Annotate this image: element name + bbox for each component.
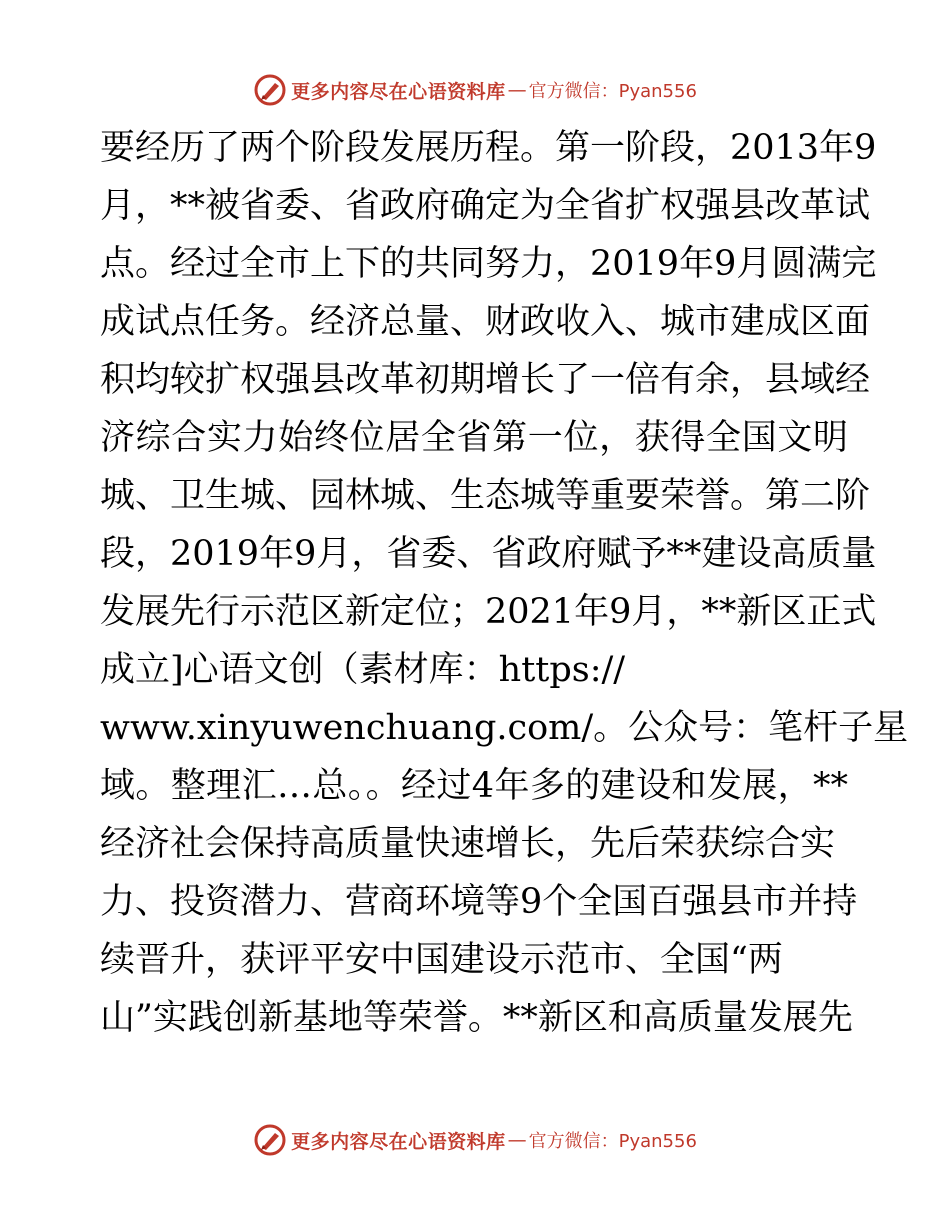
body-line: 济综合实力始终位居全省第一位，获得全国文明 <box>100 418 848 458</box>
body-line: 点。经过全市上下的共同努力，2019年9月圆满完 <box>100 244 877 284</box>
footer-banner-text: 更多内容尽在心语资料库 <box>291 1130 506 1153</box>
pen-seal-icon <box>253 1123 287 1157</box>
footer-banner-separator: — <box>507 1129 527 1151</box>
body-line: www.xinyuwenchuang.com/。公众号：笔杆子星 <box>100 708 909 748</box>
body-line: 续晋升，获评平安中国建设示范市、全国“两 <box>100 940 783 980</box>
body-line: 积均较扩权强县改革初期增长了一倍有余，县域经 <box>100 360 871 400</box>
body-line: 经济社会保持高质量快速增长，先后荣获综合实 <box>100 824 836 864</box>
body-line: 要经历了两个阶段发展历程。第一阶段，2013年9 <box>100 128 877 168</box>
body-line: 力、投资潜力、营商环境等9个全国百强县市并持 <box>100 882 858 922</box>
body-line: 山”实践创新基地等荣誉。**新区和高质量发展先 <box>100 998 853 1038</box>
footer-banner <box>0 1120 950 1160</box>
body-line: 城、卫生城、园林城、生态城等重要荣誉。第二阶 <box>100 476 871 516</box>
header-banner <box>0 70 950 110</box>
body-line: 段，2019年9月，省委、省政府赋予**建设高质量 <box>100 534 877 574</box>
body-line: 域。整理汇…总。。经过4年多的建设和发展，** <box>100 766 848 806</box>
header-banner-text: 更多内容尽在心语资料库 <box>291 80 506 103</box>
body-line: 月，**被省委、省政府确定为全省扩权强县改革试 <box>100 186 871 226</box>
header-banner-separator: — <box>507 79 527 101</box>
body-line: 成立]心语文创（素材库：https:// <box>100 650 626 690</box>
header-banner-wechat: 官方微信：Pyan556 <box>528 81 697 102</box>
body-line: 发展先行示范区新定位；2021年9月，**新区正式 <box>100 592 877 632</box>
body-line: 成试点任务。经济总量、财政收入、城市建成区面 <box>100 302 871 342</box>
footer-banner-wechat: 官方微信：Pyan556 <box>528 1131 697 1152</box>
pen-seal-icon <box>253 73 287 107</box>
